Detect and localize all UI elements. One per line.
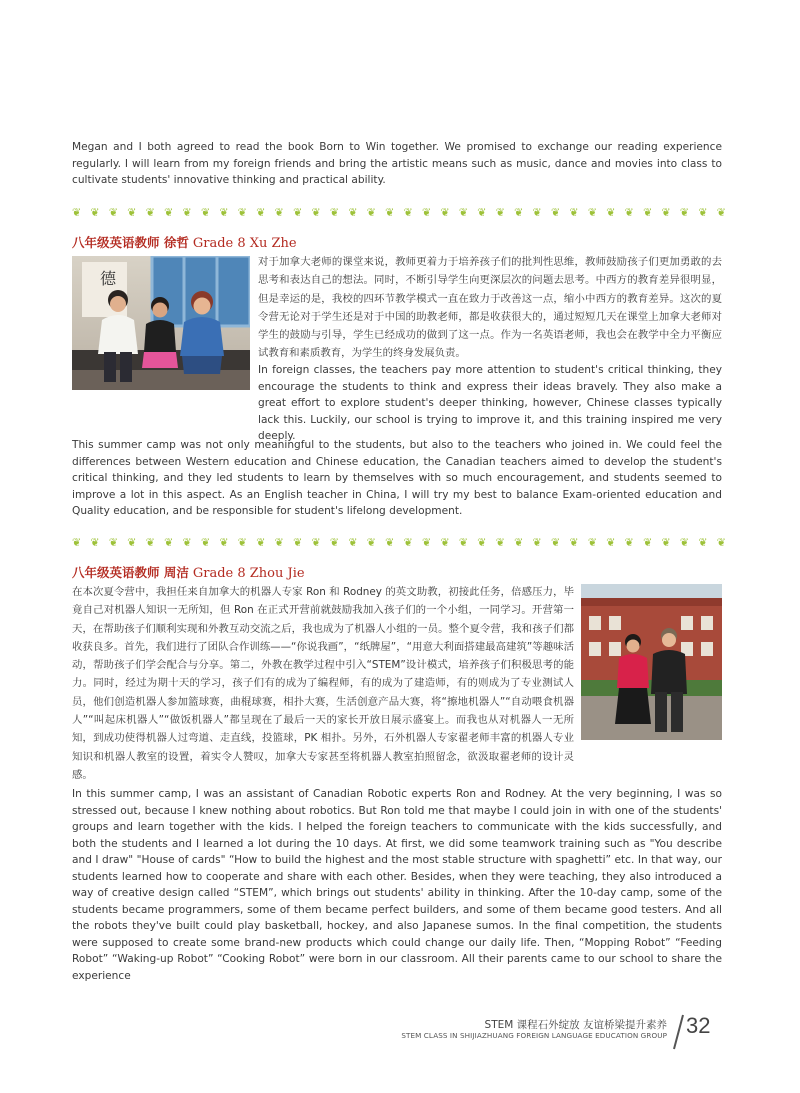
floral-ornament-icon: ❦: [219, 535, 229, 549]
section2-paragraph-en: In this summer camp, I was an assistant of Canadian Robotic experts Ron and Rodney. At the very beginning, I was so stressed out, because I knew nothing about robotics. But Ron told me that maybe I could join in with one of the students' groups and learn together with the kids. I helped the foreign teachers to communicate with the kids successfully, and both the students and I learned a lot during the 10 days. At first, we did some teamwork training such as "You describe and I draw" "House of cards" “How to build the highest and the most stable structure with spaghetti” etc. In that way, our students learned how to cooperate and share with each other. Besides, when they were teaching, they also introduced a way of creative design called “STEM”, which brings out students' ability in thinking. After the 10-day camp, some of the students became programmers, some of them became perfect builders, and some of them became good testers. And all the robots they've built could play basketball, hockey, and also Japanese sumos. In the final competition, the students were supposed to create some brand-new products which could change our daily life. Then, “Mopping Robot” “Feeding Robot” “Waking-up Robot” “Cooking Robot” were born in our classroom. All their parents came to our school to share the experience: [72, 788, 722, 982]
floral-ornament-icon: ❦: [329, 535, 340, 549]
page-number: 32: [686, 1013, 711, 1038]
section1-paragraph-en-text: In foreign classes, the teachers pay more attention to student's critical thinking, they encourage the students to think and express their ideas bravely. They also make a great effort to explore student's deeper thinking, however, Chinese classes typically lack this. Luckily, our school is trying to improve it, and this training inspired me very deeply.: [258, 364, 722, 442]
floral-ornament-icon: ❦: [256, 535, 266, 549]
floral-ornament-icon: ❦: [698, 205, 708, 219]
floral-ornament-icon: ❦: [274, 535, 284, 549]
photo-xu-zhe-with-students: [72, 256, 250, 390]
floral-ornament-icon: ❦: [495, 205, 505, 219]
floral-ornament-icon: ❦: [495, 535, 505, 549]
floral-ornament-icon: ❦: [164, 535, 174, 549]
floral-ornament-icon: ❦: [293, 205, 303, 219]
floral-ornament-icon: ❦: [403, 535, 413, 549]
classroom-photo-illustration: [72, 256, 250, 390]
floral-ornament-icon: ❦: [532, 535, 542, 549]
section1-paragraph-en2: This summer camp was not only meaningful to the students, but also to the teachers who joined in. We could feel the differences between Western education and Chinese education, the Canadian teachers aimed to develop the student's critical thinking, and they led students to learn by themselves with so much encouragement, and students seemed to improve a lot in this aspect. As an English teacher in China, I will try my best to balance Exam-oriented education and Quality education, and be responsible for student's lifelong development.: [72, 439, 722, 517]
floral-ornament-icon: ❦: [477, 535, 487, 549]
floral-ornament-icon: ❦: [679, 205, 690, 219]
floral-ornament-icon: ❦: [606, 205, 616, 219]
floral-ornament-icon: ❦: [200, 205, 211, 219]
floral-ornament-icon: ❦: [587, 205, 598, 219]
floral-ornament-icon: ❦: [643, 205, 653, 219]
floral-ornament-icon: ❦: [127, 535, 137, 549]
section2-paragraph-cn-text: 在本次夏令营中，我担任来自加拿大的机器人专家 Ron 和 Rodney 的英文助教，初接此任务，倍感压力，毕竟自己对机器人知识一无所知，但 Ron 在正式开营前就鼓励我加入孩子们的一个小组，一同学习。开营第一天，在帮助孩子们顺利实现和外教互动交流之后，我也成为了机器人小组的一员。整个夏令营，我和孩子们都收获良多。首先，我们进行了团队合作训练——“你说我画”，“纸牌屋”，“用意大利面搭建最高建筑”等趣味活动，帮助孩子们学会配合与分享。第二，外教在教学过程中引入“STEM”设计模式，培养孩子们积极思考的能力。同时，经过为期十天的学习，孩子们有的成为了编程师，有的成为了建造师，有的则成为了专业测试人员，他们创造机器人参加篮球赛，曲棍球赛，相扑大赛，生活创意产品大赛，将“擦地机器人”“自动喂食机器人”“叫起床机器人”“做饭机器人”都呈现在了最后一天的家长开放日展示盛宴上。而我也从对机器人一无所知，到成功使得机器人过弯道、走直线，投篮球，PK 相扑。另外，石外机器人专家翟老师丰富的机器人专业知识和机器人教室的设置，着实令人赞叹，加拿大专家甚至将机器人教室拍照留念，欲汲取翟老师的设计灵感。: [72, 586, 574, 781]
floral-ornament-icon: ❦: [514, 205, 524, 219]
floral-ornament-icon: ❦: [127, 205, 137, 219]
floral-ornament-icon: ❦: [237, 535, 248, 549]
floral-ornament-icon: ❦: [569, 535, 579, 549]
floral-ornament-icon: ❦: [182, 535, 192, 549]
floral-ornament-icon: ❦: [385, 205, 395, 219]
section2-paragraph-cn-a: [72, 583, 722, 784]
floral-ornament-icon: ❦: [164, 205, 174, 219]
floral-ornament-icon: ❦: [108, 205, 119, 219]
floral-ornament-icon: ❦: [108, 535, 119, 549]
floral-ornament-icon: ❦: [90, 205, 100, 219]
floral-ornament-icon: ❦: [145, 205, 155, 219]
footer-slash-divider: [671, 1014, 685, 1050]
footer-title-cn: STEM 课程石外绽放 友谊桥梁提升素养: [484, 1019, 667, 1031]
floral-ornament-icon: ❦: [145, 535, 155, 549]
floral-divider-1: [72, 205, 726, 219]
floral-ornament-icon: ❦: [366, 535, 376, 549]
floral-ornament-icon: ❦: [679, 535, 690, 549]
footer-title-en: STEM CLASS IN SHIJIAZHUANG FOREIGN LANGUAGE EDUCATION GROUP: [401, 1031, 667, 1040]
floral-ornament-icon: ❦: [72, 535, 82, 549]
floral-ornament-icon: ❦: [440, 205, 450, 219]
svg-text:德: 德: [100, 269, 117, 288]
floral-ornament-icon: ❦: [200, 535, 211, 549]
section2-heading: [72, 563, 305, 581]
floral-ornament-icon: ❦: [182, 205, 192, 219]
floral-ornament-icon: ❦: [661, 205, 671, 219]
floral-ornament-icon: ❦: [716, 535, 726, 549]
floral-ornament-icon: ❦: [624, 535, 634, 549]
floral-ornament-icon: ❦: [366, 205, 376, 219]
floral-ornament-icon: ❦: [624, 205, 634, 219]
floral-divider-2: [72, 535, 726, 549]
floral-ornament-icon: ❦: [643, 535, 653, 549]
floral-ornament-icon: ❦: [550, 535, 561, 549]
floral-ornament-icon: ❦: [440, 535, 450, 549]
floral-ornament-icon: ❦: [274, 205, 284, 219]
section1-heading-en: Grade 8 Xu Zhe: [192, 236, 297, 251]
floral-ornament-icon: ❦: [514, 535, 524, 549]
floral-ornament-icon: ❦: [256, 205, 266, 219]
section1-paragraph-en: [258, 362, 722, 445]
section1-heading-cn: 八年级英语教师 徐哲: [72, 235, 189, 250]
floral-ornament-icon: ❦: [348, 535, 358, 549]
section1-paragraph-cn: 对于加拿大老师的课堂来说，教师更着力于培养孩子们的批判性思维，教师鼓励孩子们更加勇敢的去思考和表达自己的想法。同时，不断引导学生向更深层次的问题去思考。中西方的教育差异很明显，但是幸运的是，我校的四环节教学模式一直在致力于改善这一点，缩小中西方的教育差异。这次的夏令营无论对于学生还是对于中国的助教老师，都是收获很大的，通过短短几天在课堂上加拿大老师对学生的鼓励与引导，学生已经成功的做到了这一点。作为一名英语老师，我也会在教学中全力平衡应试教育和素质教育，为学生的终身发展负责。: [258, 256, 722, 360]
floral-ornament-icon: ❦: [550, 205, 561, 219]
intro-paragraph: Megan and I both agreed to read the book Born to Win together. We promised to exchange our reading experience regularly. I will learn from my foreign friends and bring the artistic means such as music, dance and movies into class to cultivate students' innovative thinking and practical ability.: [72, 141, 722, 186]
floral-ornament-icon: ❦: [458, 205, 469, 219]
floral-ornament-icon: ❦: [458, 535, 469, 549]
floral-ornament-icon: ❦: [329, 205, 340, 219]
floral-ornament-icon: ❦: [72, 205, 82, 219]
floral-ornament-icon: ❦: [477, 205, 487, 219]
floral-ornament-icon: ❦: [311, 535, 321, 549]
floral-ornament-icon: ❦: [606, 535, 616, 549]
floral-ornament-icon: ❦: [716, 205, 726, 219]
floral-ornament-icon: ❦: [311, 205, 321, 219]
floral-ornament-icon: ❦: [403, 205, 413, 219]
floral-ornament-icon: ❦: [219, 205, 229, 219]
floral-ornament-icon: ❦: [90, 535, 100, 549]
floral-ornament-icon: ❦: [532, 205, 542, 219]
floral-ornament-icon: ❦: [348, 205, 358, 219]
floral-ornament-icon: ❦: [293, 535, 303, 549]
floral-ornament-icon: ❦: [569, 205, 579, 219]
section1-heading: [72, 233, 297, 251]
section2-heading-cn: 八年级英语教师 周洁: [72, 565, 189, 580]
floral-ornament-icon: ❦: [422, 535, 432, 549]
floral-ornament-icon: ❦: [587, 535, 598, 549]
floral-ornament-icon: ❦: [385, 535, 395, 549]
floral-ornament-icon: ❦: [237, 205, 248, 219]
floral-ornament-icon: ❦: [698, 535, 708, 549]
floral-ornament-icon: ❦: [661, 535, 671, 549]
floral-ornament-icon: ❦: [422, 205, 432, 219]
section2-heading-en: Grade 8 Zhou Jie: [192, 566, 305, 581]
